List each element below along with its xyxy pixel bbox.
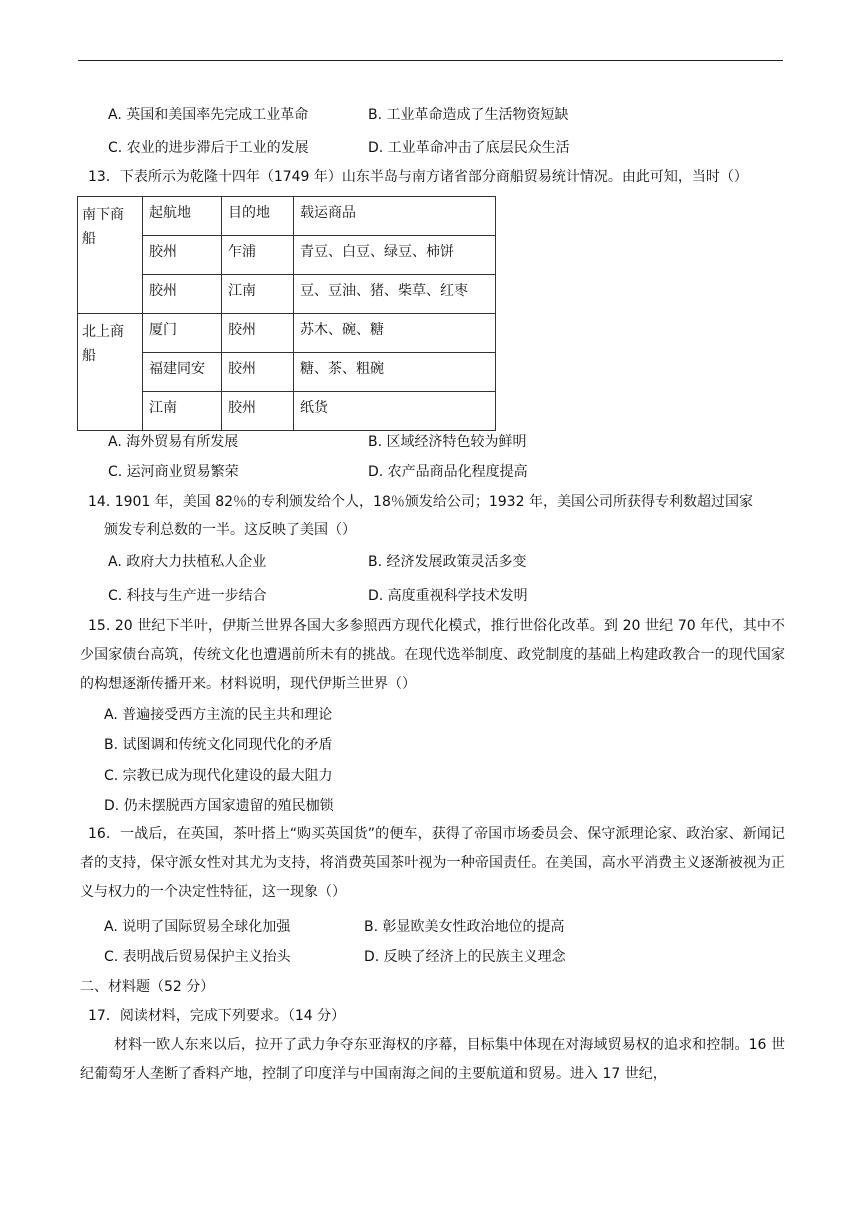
q16-option-c: C. 表明战后贸易保护主义抬头: [104, 949, 291, 965]
section-2-heading: 二、材料题（52 分）: [80, 979, 215, 995]
q13-stem: 13．下表所示为乾隆十四年（1749 年）山东半岛与南方诸省部分商船贸易统计情况。由此可知，当时（）: [88, 169, 748, 185]
table-cell: 江南: [143, 392, 222, 431]
table-cell: 纸货: [294, 392, 496, 431]
q14-option-d: D. 高度重视科学技术发明: [368, 588, 528, 604]
q17-material: 材料一欧人东来以后，拉开了武力争夺东亚海权的序幕，目标集中体现在对海域贸易权的追求和控制。16 世纪葡萄牙人垄断了香料产地，控制了印度洋与中国南海之间的主要航道和贸易。进入 17 世纪，: [80, 1037, 785, 1082]
q14-option-b: B. 经济发展政策灵活多变: [368, 554, 527, 570]
q16-option-a: A. 说明了国际贸易全球化加强: [104, 919, 291, 935]
table-cell: 青豆、白豆、绿豆、柿饼: [294, 236, 496, 275]
q14-option-c: C. 科技与生产进一步结合: [108, 588, 267, 604]
table-cell: 豆、豆油、猪、柴草、红枣: [294, 275, 496, 314]
table-cell: 糖、茶、粗碗: [294, 353, 496, 392]
q12-option-c: C. 农业的进步滞后于工业的发展: [108, 140, 309, 156]
q13-option-a: A. 海外贸易有所发展: [108, 434, 239, 450]
q15-option-c: C. 宗教已成为现代化建设的最大阻力: [104, 768, 333, 784]
q14-option-a: A. 政府大力扶植私人企业: [108, 554, 267, 570]
group-north-label: 北上商船: [78, 314, 143, 431]
table-cell: 苏木、碗、糖: [294, 314, 496, 353]
table-cell: 胶州: [222, 353, 294, 392]
q14-stem-line2: 颁发专利总数的一半。这反映了美国（）: [104, 522, 356, 538]
q14-stem-line1: 14. 1901 年，美国 82％的专利颁发给个人，18％颁发给公司；1932 年，美国公司所获得专利数超过国家: [88, 494, 753, 510]
q16-option-d: D. 反映了经济上的民族主义理念: [364, 949, 566, 965]
header-rule: [78, 60, 783, 61]
q13-option-d: D. 农产品商品化程度提高: [368, 464, 528, 480]
q15-stem: 15. 20 世纪下半叶，伊斯兰世界各国大多参照西方现代化模式，推行世俗化改革。到 20 世纪 70 年代，其中不少国家债台高筑，传统文化也遭遇前所未有的挑战。在现代选举制度、政党制度的基础上构建政教合一的现代国家的构想逐渐传播开来。材料说明，现代伊斯兰世界（）: [80, 618, 785, 692]
table-cell: 乍浦: [222, 236, 294, 275]
q17-stem: 17．阅读材料，完成下列要求。（14 分）: [88, 1008, 346, 1024]
header-goods: 载运商品: [294, 197, 496, 236]
table-cell: 江南: [222, 275, 294, 314]
table-cell: 胶州: [222, 314, 294, 353]
table-cell: 胶州: [143, 275, 222, 314]
q12-option-d: D. 工业革命冲击了底层民众生活: [368, 140, 570, 156]
table-cell: 厦门: [143, 314, 222, 353]
header-destination: 目的地: [222, 197, 294, 236]
q16-stem: 16．一战后，在英国，茶叶搭上“购买英国货”的便车，获得了帝国市场委员会、保守派理论家、政治家、新闻记者的支持，保守派女性对其尤为支持，将消费英国茶叶视为一种帝国责任。在美国，高水平消费主义逐渐被视为正义与权力的一个决定性特征，这一现象（）: [80, 826, 785, 900]
q15-option-b: B. 试图调和传统文化同现代化的矛盾: [104, 737, 333, 753]
q13-option-b: B. 区域经济特色较为鲜明: [368, 434, 527, 450]
q13-option-c: C. 运河商业贸易繁荣: [108, 464, 239, 480]
table-cell: 胶州: [222, 392, 294, 431]
q13-trade-table: [77, 196, 496, 431]
q16-option-b: B. 彰显欧美女性政治地位的提高: [364, 919, 565, 935]
table-cell: 福建同安: [143, 353, 222, 392]
q15-option-a: A. 普遍接受西方主流的民主共和理论: [104, 707, 333, 723]
header-origin: 起航地: [143, 197, 222, 236]
group-south-label: 南下商船: [78, 197, 143, 314]
table-cell: 胶州: [143, 236, 222, 275]
q12-option-a: A. 英国和美国率先完成工业革命: [108, 107, 309, 123]
q12-option-b: B. 工业革命造成了生活物资短缺: [368, 107, 569, 123]
q15-option-d: D. 仍未摆脱西方国家遗留的殖民枷锁: [104, 798, 334, 814]
